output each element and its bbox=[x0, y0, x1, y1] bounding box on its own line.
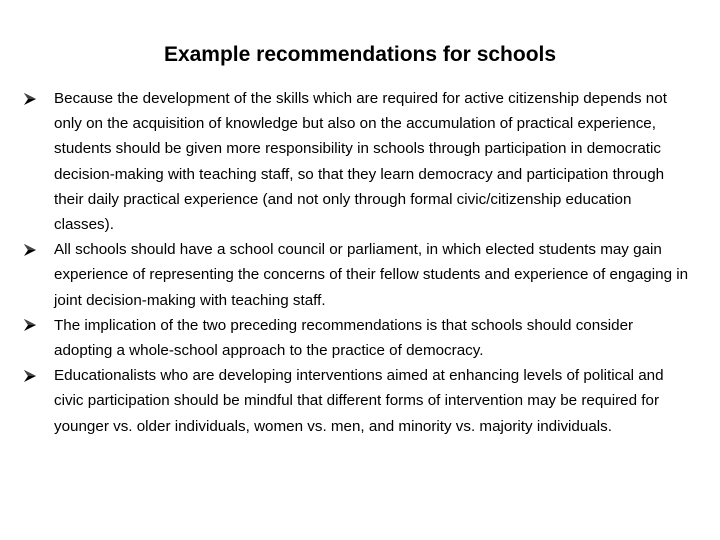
list-item bbox=[20, 313, 692, 363]
bullet-text: All schools should have a school council or parliament, in which elected students may gain experience of representing the concerns of their fellow students and experience of engaging in joint decision-making with teaching staff. bbox=[54, 241, 689, 309]
bullet-text: Educationalists who are developing interventions aimed at enhancing levels of political and civic participation should be mindful that different forms of intervention may be required for younger vs. older individuals, women vs. men, and minority vs. majority individuals. bbox=[54, 367, 664, 435]
arrowhead-bullet-icon bbox=[20, 313, 40, 338]
bullet-text: Because the development of the skills which are required for active citizenship depends not only on the acquisition of knowledge but also on the accumulation of practical experience, students should be given more responsibility in schools through participation in democratic decision-making with teaching staff, so that they learn democracy and participation through their daily practical experience (and not only through formal civic/citizenship education classes). bbox=[54, 90, 667, 234]
arrowhead-bullet-icon bbox=[20, 86, 40, 111]
bullet-list bbox=[20, 86, 692, 439]
slide-title: Example recommendations for schools bbox=[163, 43, 557, 66]
arrowhead-bullet-icon bbox=[20, 363, 40, 388]
bullet-text: The implication of the two preceding recommendations is that schools should consider adopting a whole-school approach to the practice of democracy. bbox=[54, 316, 634, 360]
arrowhead-bullet-icon bbox=[20, 237, 40, 262]
list-item bbox=[20, 237, 692, 313]
list-item bbox=[20, 86, 692, 237]
list-item bbox=[20, 363, 692, 439]
